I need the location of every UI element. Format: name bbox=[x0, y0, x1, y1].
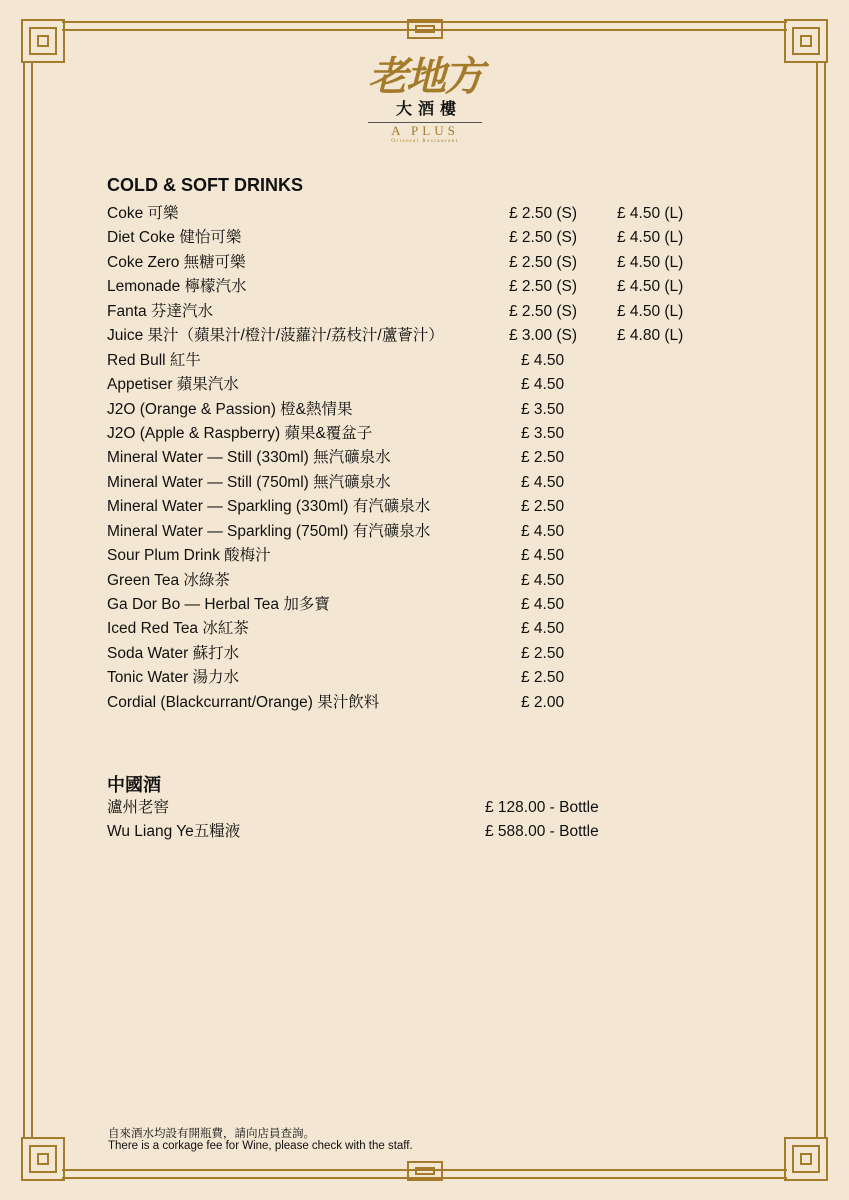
logo-chinese-sub: 大酒樓 bbox=[395, 99, 462, 118]
menu-item-name: Sour Plum Drink 酸梅汁 bbox=[107, 547, 271, 565]
menu-item-price-large: £ 4.50 (L) bbox=[617, 253, 684, 271]
menu-item-row bbox=[107, 666, 727, 690]
menu-item-price: £ 4.50 bbox=[521, 376, 565, 394]
menu-item-price-large: £ 4.50 (L) bbox=[617, 229, 684, 247]
restaurant-logo bbox=[360, 55, 490, 165]
soft-drinks-list bbox=[107, 202, 727, 715]
menu-item-name: Tonic Water 湯力水 bbox=[107, 669, 240, 687]
menu-item-name: Mineral Water — Sparkling (750ml) 有汽礦泉水 bbox=[107, 522, 431, 540]
menu-item-row bbox=[107, 820, 727, 844]
section-title-soft-drinks: COLD & SOFT DRINKS bbox=[107, 175, 303, 195]
menu-item-row bbox=[107, 324, 727, 348]
menu-item-name: Ga Dor Bo — Herbal Tea 加多寶 bbox=[107, 596, 330, 613]
menu-item-price: £ 2.50 bbox=[521, 498, 565, 516]
menu-item-name: Green Tea 冰綠茶 bbox=[107, 571, 230, 589]
chinese-wine-list bbox=[107, 796, 727, 845]
menu-item-row bbox=[107, 398, 727, 422]
menu-item-price: £ 4.50 bbox=[521, 571, 565, 589]
menu-item-price: £ 4.50 bbox=[521, 547, 565, 565]
menu-item-name: Cordial (Blackcurrant/Orange) 果汁飲料 bbox=[107, 693, 380, 711]
menu-item-row bbox=[107, 275, 727, 299]
menu-item-name: Coke Zero 無糖可樂 bbox=[107, 253, 246, 271]
corkage-note-cn: 自來酒水均設有開瓶費，請向店員查詢。 bbox=[108, 1128, 315, 1140]
menu-item-row bbox=[107, 422, 727, 446]
menu-item-name: Wu Liang Ye五糧液 bbox=[107, 823, 241, 841]
section-title-chinese-wine: 中國酒 bbox=[107, 775, 161, 795]
menu-item-row bbox=[107, 642, 727, 666]
menu-item-price: £ 128.00 - Bottle bbox=[485, 799, 599, 816]
menu-item-row bbox=[107, 446, 727, 470]
menu-item-name: Red Bull 紅牛 bbox=[107, 351, 201, 369]
logo-tagline: Oriental Restaurant bbox=[391, 139, 459, 144]
menu-item-price: £ 3.50 bbox=[521, 400, 565, 418]
menu-item-name: Mineral Water — Still (330ml) 無汽礦泉水 bbox=[107, 449, 391, 467]
menu-item-price: £ 2.50 (S) bbox=[509, 278, 578, 296]
menu-item-name: Diet Coke 健怡可樂 bbox=[107, 229, 242, 247]
menu-item-row bbox=[107, 471, 727, 495]
menu-item-price: £ 2.50 bbox=[521, 669, 565, 687]
menu-item-price: £ 3.00 (S) bbox=[509, 327, 578, 345]
menu-item-row bbox=[107, 593, 727, 617]
menu-item-name: Iced Red Tea 冰紅茶 bbox=[107, 620, 249, 638]
menu-item-name: Mineral Water — Sparkling (330ml) 有汽礦泉水 bbox=[107, 498, 431, 516]
menu-item-price: £ 588.00 - Bottle bbox=[485, 823, 599, 841]
menu-item-row bbox=[107, 202, 727, 226]
corkage-note-en: There is a corkage fee for Wine, please check with the staff. bbox=[108, 1140, 413, 1152]
menu-item-price: £ 2.50 bbox=[521, 449, 565, 467]
menu-item-price: £ 2.00 bbox=[521, 693, 565, 711]
menu-item-price: £ 3.50 bbox=[521, 424, 565, 442]
menu-item-price-large: £ 4.50 (L) bbox=[617, 205, 684, 222]
menu-item-name: Appetiser 蘋果汽水 bbox=[107, 376, 239, 394]
menu-item-price-large: £ 4.80 (L) bbox=[617, 327, 684, 345]
menu-item-row bbox=[107, 300, 727, 324]
menu-item-price: £ 4.50 bbox=[521, 351, 565, 369]
menu-item-row bbox=[107, 495, 727, 519]
menu-item-row bbox=[107, 520, 727, 544]
menu-item-price: £ 4.50 bbox=[521, 473, 565, 491]
menu-item-price-large: £ 4.50 (L) bbox=[617, 278, 684, 296]
menu-item-row bbox=[107, 226, 727, 250]
menu-item-name: Coke 可樂 bbox=[107, 205, 179, 222]
menu-item-name: J2O (Orange & Passion) 橙&熱情果 bbox=[107, 400, 353, 418]
menu-item-row bbox=[107, 796, 727, 820]
menu-item-price: £ 4.50 bbox=[521, 596, 565, 613]
menu-item-name: J2O (Apple & Raspberry) 蘋果&覆盆子 bbox=[107, 424, 373, 442]
menu-item-price: £ 4.50 bbox=[521, 522, 565, 540]
menu-item-name: Fanta 芬達汽水 bbox=[107, 302, 213, 320]
menu-item-name: Soda Water 蘇打水 bbox=[107, 644, 240, 662]
menu-item-row bbox=[107, 251, 727, 275]
menu-item-name: Juice 果汁（蘋果汁/橙汁/菠蘿汁/荔枝汁/蘆薈汁） bbox=[107, 327, 444, 345]
menu-item-name: Mineral Water — Still (750ml) 無汽礦泉水 bbox=[107, 473, 391, 491]
menu-item-row bbox=[107, 373, 727, 397]
menu-item-name: 瀘州老窖 bbox=[107, 799, 170, 816]
menu-item-price: £ 2.50 (S) bbox=[509, 229, 578, 247]
menu-item-row bbox=[107, 349, 727, 373]
logo-chinese-name: 老地方 bbox=[368, 53, 482, 100]
menu-item-price: £ 2.50 (S) bbox=[509, 302, 578, 320]
menu-item-price: £ 2.50 (S) bbox=[509, 205, 578, 222]
menu-item-price: £ 4.50 bbox=[521, 620, 565, 638]
menu-item-row bbox=[107, 691, 727, 715]
menu-item-row bbox=[107, 569, 727, 593]
menu-item-name: Lemonade 檸檬汽水 bbox=[107, 278, 247, 296]
corkage-note bbox=[108, 1128, 413, 1152]
logo-english-name: A PLUS bbox=[391, 123, 459, 138]
menu-item-price: £ 2.50 bbox=[521, 644, 565, 662]
menu-item-price: £ 2.50 (S) bbox=[509, 253, 578, 271]
menu-item-price-large: £ 4.50 (L) bbox=[617, 302, 684, 320]
menu-item-row bbox=[107, 617, 727, 641]
menu-item-row bbox=[107, 544, 727, 568]
